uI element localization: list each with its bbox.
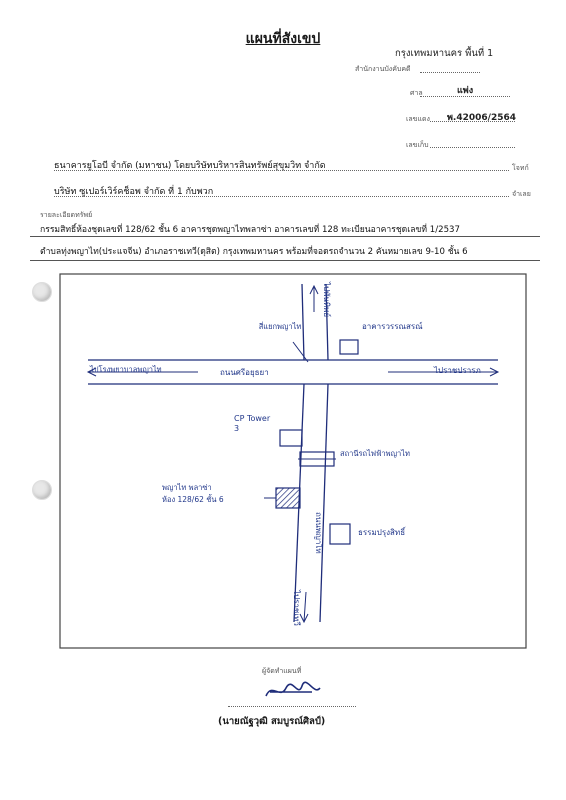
court-label: ศาล <box>410 89 423 97</box>
building-top-right-shape <box>340 340 358 354</box>
property-label: รายละเอียดทรัพย์ <box>40 211 93 219</box>
property-shape <box>276 488 300 508</box>
property-separator-1 <box>30 236 540 237</box>
intersection-pointer <box>293 342 308 362</box>
cp-tower-shape <box>280 430 302 446</box>
black-case-label: เลขเก็บ <box>406 141 429 149</box>
label-property-1: พญาไท พลาซ่า <box>162 483 212 492</box>
enforcement-office-label: สำนักงานบังคับคดี <box>355 65 411 73</box>
road-line-east-bottom <box>320 384 328 622</box>
black-case-dots <box>430 147 515 148</box>
building-bottom-right-shape <box>330 524 350 544</box>
signer-name-text: นายณัฐวุฒิ สมบูรณ์ศิลป์ <box>222 716 321 727</box>
label-bts: สถานีรถไฟฟ้าพญาไท <box>340 449 410 458</box>
court-value: แพ่ง <box>457 86 474 96</box>
court-location: กรุงเทพมหานคร พื้นที่ 1 <box>395 48 494 59</box>
property-line-1: กรรมสิทธิ์ห้องชุดเลขที่ 128/62 ชั้น 6 อาคารชุดพญาไทพลาซ่า อาคารเลขที่ 128 ทะเบียนอาคารชุดเลขที่ 1/2537 <box>40 225 460 235</box>
label-intersection: สี่แยกพญาไท <box>258 322 302 331</box>
plaintiff-name: ธนาคารยูโอบี จำกัด (มหาชน) โดยบริษัทบริหารสินทรัพย์สุขุมวิท จำกัด <box>54 161 326 171</box>
defendant-dots <box>54 196 509 197</box>
label-road-east: ไปราชปรารภ <box>434 366 481 375</box>
signer-name: (นายณัฐวุฒิ สมบูรณ์ศิลป์) <box>218 716 326 727</box>
label-building-bottom-right: ธรรมปรุงสิทธิ์ <box>358 528 406 537</box>
label-road-name: ถนนศรีอยุธยา <box>220 368 269 377</box>
property-separator-2 <box>30 260 540 261</box>
plaintiff-label: โจทก์ <box>512 164 529 172</box>
road-line-west-top <box>302 284 304 360</box>
plaintiff-dots <box>54 170 509 171</box>
page-title: แผนที่สังเขป <box>245 31 321 47</box>
defendant-label: จำเลย <box>512 190 531 198</box>
enforcement-office-dots <box>420 72 480 73</box>
punch-hole-bottom <box>32 480 52 500</box>
red-case-label: เลขแดง <box>406 115 430 123</box>
label-road-west: ไปโรงพยาบาลพญาไท <box>90 365 162 374</box>
defendant-name: บริษัท ซูเปอร์เวิร์คช็อพ จำกัด ที่ 1 กับพวก <box>54 187 214 197</box>
property-line-2: ตำบลทุ่งพญาไท(ประแจจีน) อำเภอราชเทวี(ดุสิต) กรุงเทพมหานคร พร้อมที่จอดรถจำนวน 2 คันหมายเลข 9-10 ชั้น 6 <box>40 247 468 257</box>
red-case-value: พ.42006/2564 <box>447 113 516 123</box>
label-road-bottom: ไปราชเทวี <box>292 590 301 626</box>
label-building-top-right: อาคารวรรณสรณ์ <box>362 322 423 331</box>
sketch-map <box>58 272 528 650</box>
signature-path <box>266 682 320 696</box>
signature-label: ผู้จัดทำแผนที่ <box>262 667 302 675</box>
label-road-phaya-thai: ถนนพญาไท <box>314 512 323 554</box>
signature-scribble <box>262 678 326 704</box>
punch-hole-top <box>32 282 52 302</box>
label-road-top: ไปพันทิพย์ <box>322 282 331 318</box>
signature-dots <box>228 706 356 707</box>
label-property-2: ห้อง 128/62 ชั้น 6 <box>162 495 224 504</box>
label-cp-tower: CP Tower 3 <box>234 414 271 433</box>
